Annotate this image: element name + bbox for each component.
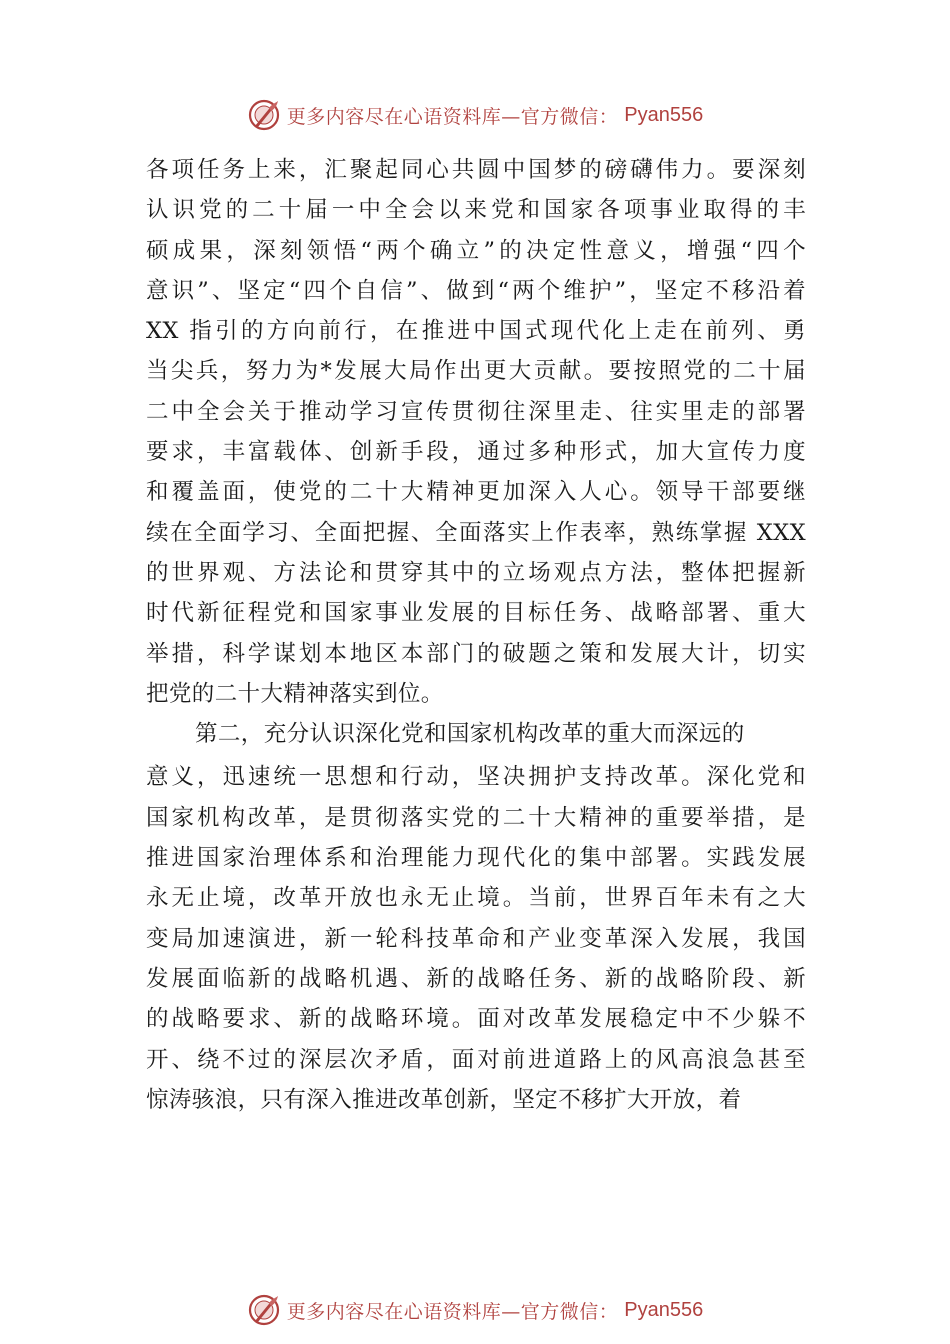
text-line: 意义，迅速统一思想和行动，坚决拥护支持改革。深化党和 (146, 764, 806, 791)
text-line: 要求，丰富载体、创新手段，通过多种形式，加大宣传力度 (146, 439, 806, 466)
text-line: 发展面临新的战略机遇、新的战略任务、新的战略阶段、新 (146, 965, 806, 992)
text-line: 时代新征程党和国家事业发展的目标任务、战略部署、重大 (146, 600, 806, 627)
banner-wechat-id: Pyan556 (624, 1298, 704, 1321)
banner-wechat-id: Pyan556 (624, 103, 704, 126)
text-line: 变局加速演进，新一轮科技革命和产业变革深入发展，我国 (146, 925, 806, 952)
text-line: 把党的二十大精神落实到位。 (146, 680, 444, 707)
header-banner (0, 95, 950, 135)
banner-text: 更多内容尽在心语资料库—官方微信： (286, 1300, 619, 1323)
text-line: 的世界观、方法论和贯穿其中的立场观点方法，整体把握新 (146, 559, 806, 586)
text-line: 二中全会关于推动学习宣传贯彻往深里走、往实里走的部署 (146, 398, 806, 425)
text-line: 的战略要求、新的战略环境。面对改革发展稳定中不少躲不 (146, 1006, 806, 1033)
text-line: 推进国家治理体系和治理能力现代化的集中部署。实践发展 (146, 845, 806, 872)
text-line: 和覆盖面，使党的二十大精神更加深入人心。领导干部要继 (146, 479, 806, 506)
text-line: 当尖兵，努力为*发展大局作出更大贡献。要按照党的二十届 (146, 358, 806, 385)
text-line: 各项任务上来，汇聚起同心共圆中国梦的磅礴伟力。要深刻 (146, 157, 806, 183)
text-line: 永无止境，改革开放也永无止境。当前，世界百年未有之大 (146, 885, 806, 912)
text-line: 硕成果，深刻领悟“两个确立”的决定性意义，增强“四个 (146, 237, 806, 264)
footer-banner (0, 1290, 950, 1330)
paragraph-2 (146, 714, 806, 1120)
banner-text: 更多内容尽在心语资料库—官方微信： (286, 105, 619, 128)
text-line: 开、绕不过的深层次矛盾，面对前进道路上的风高浪急甚至 (146, 1046, 806, 1073)
quill-seal-logo-icon (247, 98, 281, 132)
quill-seal-logo-icon (247, 1293, 281, 1327)
text-line: 认识党的二十届一中全会以来党和国家各项事业取得的丰 (146, 197, 806, 224)
text-line: XX 指引的方向前行，在推进中国式现代化上走在前列、勇 (146, 318, 806, 345)
paragraph-1 (146, 150, 806, 714)
text-line: 意识”、坚定“四个自信”、做到“两个维护”，坚定不移沿着 (146, 277, 806, 304)
text-line: 第二，充分认识深化党和国家机构改革的重大而深远的 (195, 721, 745, 748)
text-line: 惊涛骇浪，只有深入推进改革创新，坚定不移扩大开放，着 (146, 1086, 742, 1113)
text-line: 续在全面学习、全面把握、全面落实上作表率，熟练掌握 XXX (146, 519, 806, 546)
text-line: 国家机构改革，是贯彻落实党的二十大精神的重要举措，是 (146, 804, 806, 831)
text-line: 举措，科学谋划本地区本部门的破题之策和发展大计，切实 (146, 640, 806, 667)
document-body (146, 150, 806, 1120)
